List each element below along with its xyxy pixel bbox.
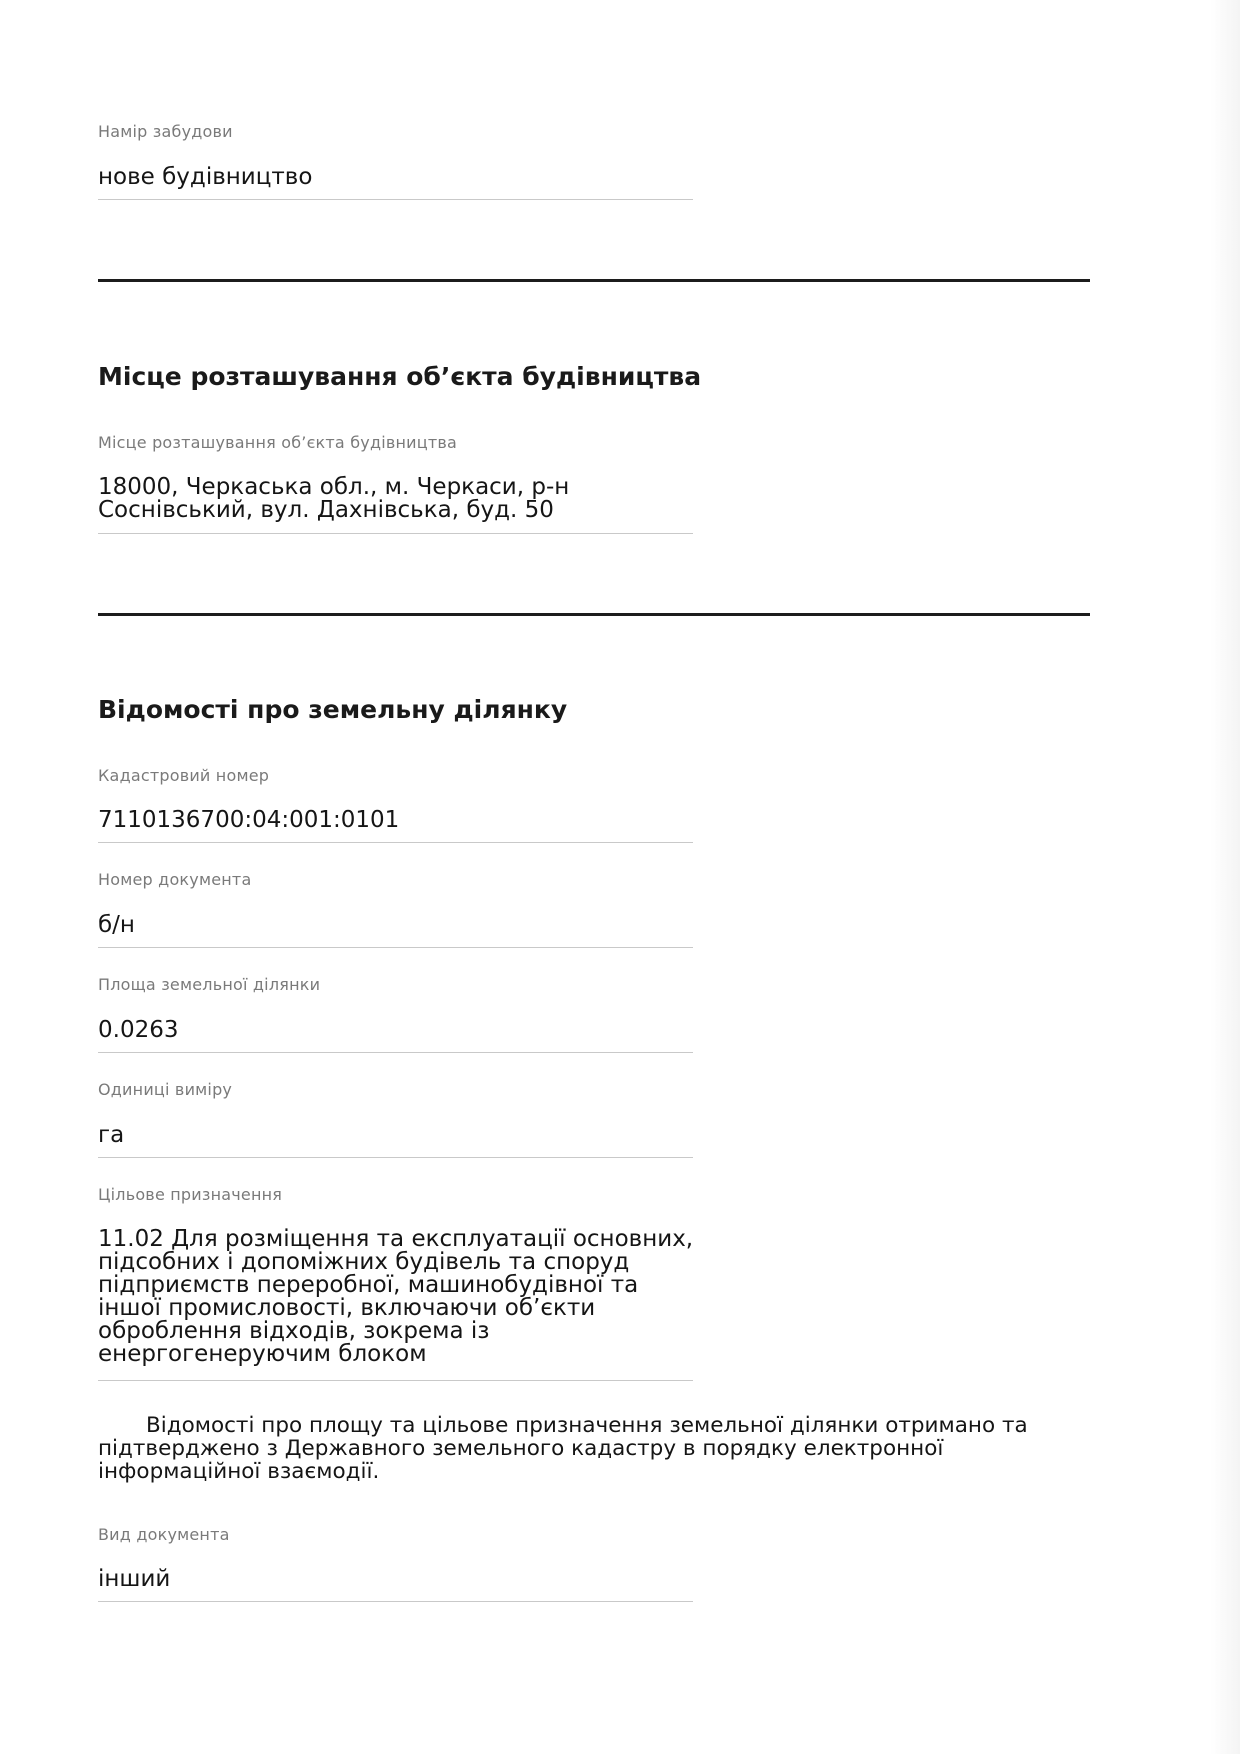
document-number-value: б/н — [98, 912, 135, 938]
cadastral-number-label: Кадастровий номер — [98, 766, 270, 785]
intent-label: Намір забудови — [98, 122, 233, 141]
intent-underline — [98, 199, 693, 200]
purpose-label: Цільове призначення — [98, 1185, 283, 1204]
document-type-underline — [98, 1601, 693, 1602]
purpose-underline — [98, 1380, 693, 1381]
units-value: га — [98, 1122, 125, 1148]
location-label: Місце розташування об’єкта будівництва — [98, 433, 457, 452]
land-section-title: Відомості про земельну ділянку — [98, 695, 568, 724]
area-underline — [98, 1052, 693, 1053]
units-underline — [98, 1157, 693, 1158]
cadastral-underline — [98, 842, 693, 843]
document-type-value: інший — [98, 1566, 171, 1592]
location-value: 18000, Черкаська обл., м. Черкаси, р-н Соснівський, вул. Дахнівська, буд. 50 — [98, 474, 570, 523]
location-section-title: Місце розташування об’єкта будівництва — [98, 362, 702, 391]
document-number-label: Номер документа — [98, 870, 252, 889]
area-value: 0.0263 — [98, 1017, 179, 1043]
purpose-value: 11.02 Для розміщення та експлуатації основних, підсобних і допоміжних будівель та споруд підприємств переробної, машинобудівної та іншої промисловості, включаючи об’єкти оброблення відходів, зокрема із енергогенеруючим блоком — [98, 1226, 694, 1367]
document-number-underline — [98, 947, 693, 948]
area-label: Площа земельної ділянки — [98, 975, 321, 994]
cadastre-note: Відомості про площу та цільове призначення земельної ділянки отримано та підтверджено з Державного земельного кадастру в порядку електронної інформаційної взаємодії. — [98, 1413, 1028, 1484]
cadastral-number-value: 7110136700:04:001:0101 — [98, 807, 400, 833]
document-type-label: Вид документа — [98, 1525, 230, 1544]
units-label: Одиниці виміру — [98, 1080, 233, 1099]
intent-value: нове будівництво — [98, 164, 313, 190]
section-divider — [98, 613, 1090, 616]
section-divider — [98, 279, 1090, 282]
scan-edge-shadow — [1210, 0, 1240, 1754]
location-underline — [98, 533, 693, 534]
